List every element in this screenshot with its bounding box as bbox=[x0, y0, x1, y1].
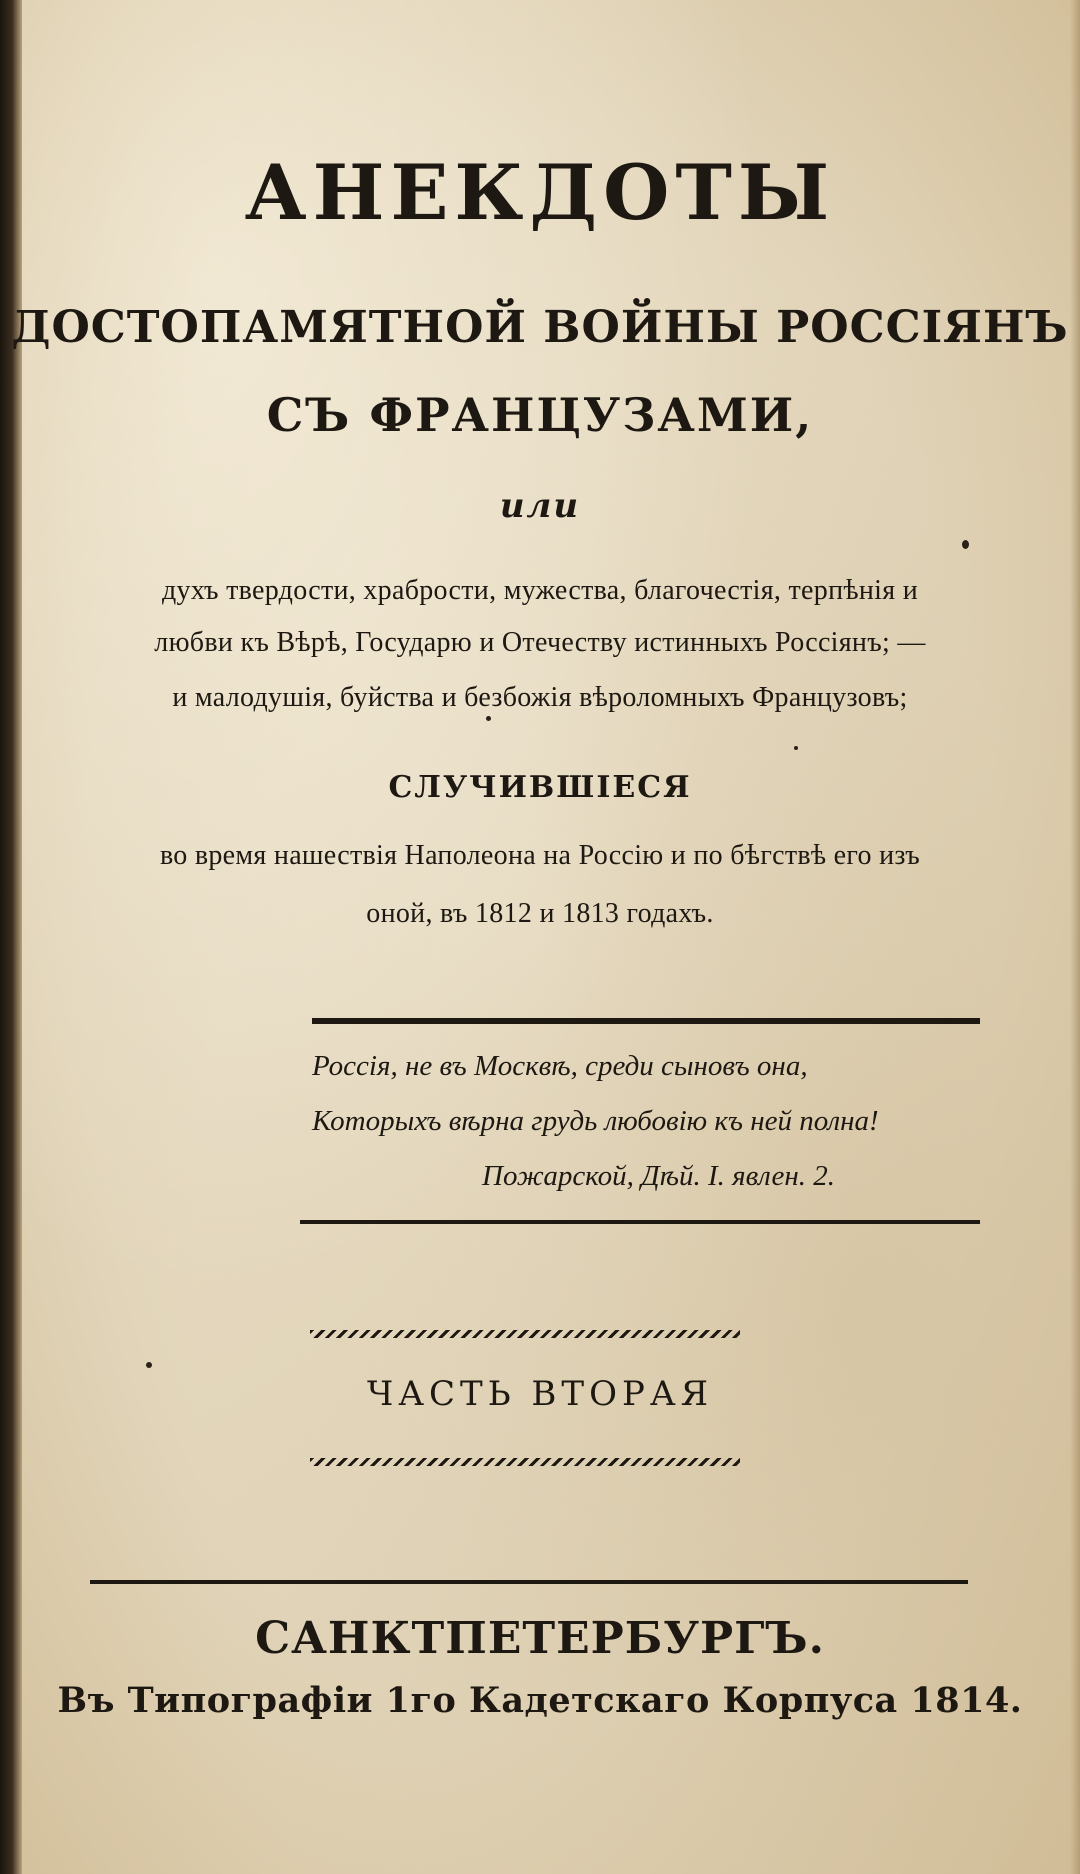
epigraph-bottom-rule bbox=[300, 1220, 980, 1224]
paper-speck bbox=[962, 540, 969, 549]
paper-speck bbox=[146, 1362, 152, 1368]
imprint-city: САНКТПЕТЕРБУРГЪ. bbox=[255, 1613, 825, 1664]
description-line-1: духъ твердости, храбрости, мужества, благочестія, терпѣнія и bbox=[161, 575, 919, 606]
description-line-2: любви къ Вѣрѣ, Государю и Отечеству истинныхъ Россіянъ; — bbox=[154, 627, 926, 658]
ornament-rule-bottom bbox=[310, 1458, 740, 1466]
ornament-rule-top bbox=[310, 1330, 740, 1338]
book-title: АНЕКДОТЫ bbox=[244, 148, 836, 237]
epigraph-line-2: Которыхъ вѣрна грудь любовію къ ней полна! bbox=[312, 1105, 879, 1137]
epigraph-top-rule bbox=[312, 1018, 980, 1024]
paper-speck bbox=[486, 716, 491, 721]
subtitle-line-1: ДОСТОПАМЯТНОЙ ВОЙНЫ РОССІЯНЪ bbox=[11, 302, 1069, 353]
imprint-rule bbox=[90, 1580, 968, 1584]
epigraph-attribution: Пожарской, Дѣй. I. явлен. 2. bbox=[482, 1160, 836, 1192]
time-line-1: во время нашествія Наполеона на Россію и по бѣгствѣ его изъ bbox=[159, 840, 921, 871]
happened-heading: СЛУЧИВШІЕСЯ bbox=[388, 770, 692, 805]
epigraph-line-1: Россія, не въ Москвѣ, среди сыновъ она, bbox=[312, 1050, 808, 1082]
page-edge bbox=[1070, 0, 1080, 1874]
subtitle-line-2: СЪ ФРАНЦУЗАМИ, bbox=[266, 388, 814, 442]
paper-speck bbox=[794, 746, 798, 750]
part-label: ЧАСТЬ ВТОРАЯ bbox=[366, 1374, 714, 1414]
imprint-printer: Въ Типографіи 1го Кадетскаго Корпуса 1814. bbox=[57, 1680, 1023, 1721]
time-line-2: оной, въ 1812 и 1813 годахъ. bbox=[366, 898, 714, 929]
conjunction-ili: или bbox=[499, 486, 581, 526]
description-line-3: и малодушія, буйства и безбожія вѣроломныхъ Французовъ; bbox=[172, 682, 908, 713]
book-spine-edge bbox=[0, 0, 22, 1874]
